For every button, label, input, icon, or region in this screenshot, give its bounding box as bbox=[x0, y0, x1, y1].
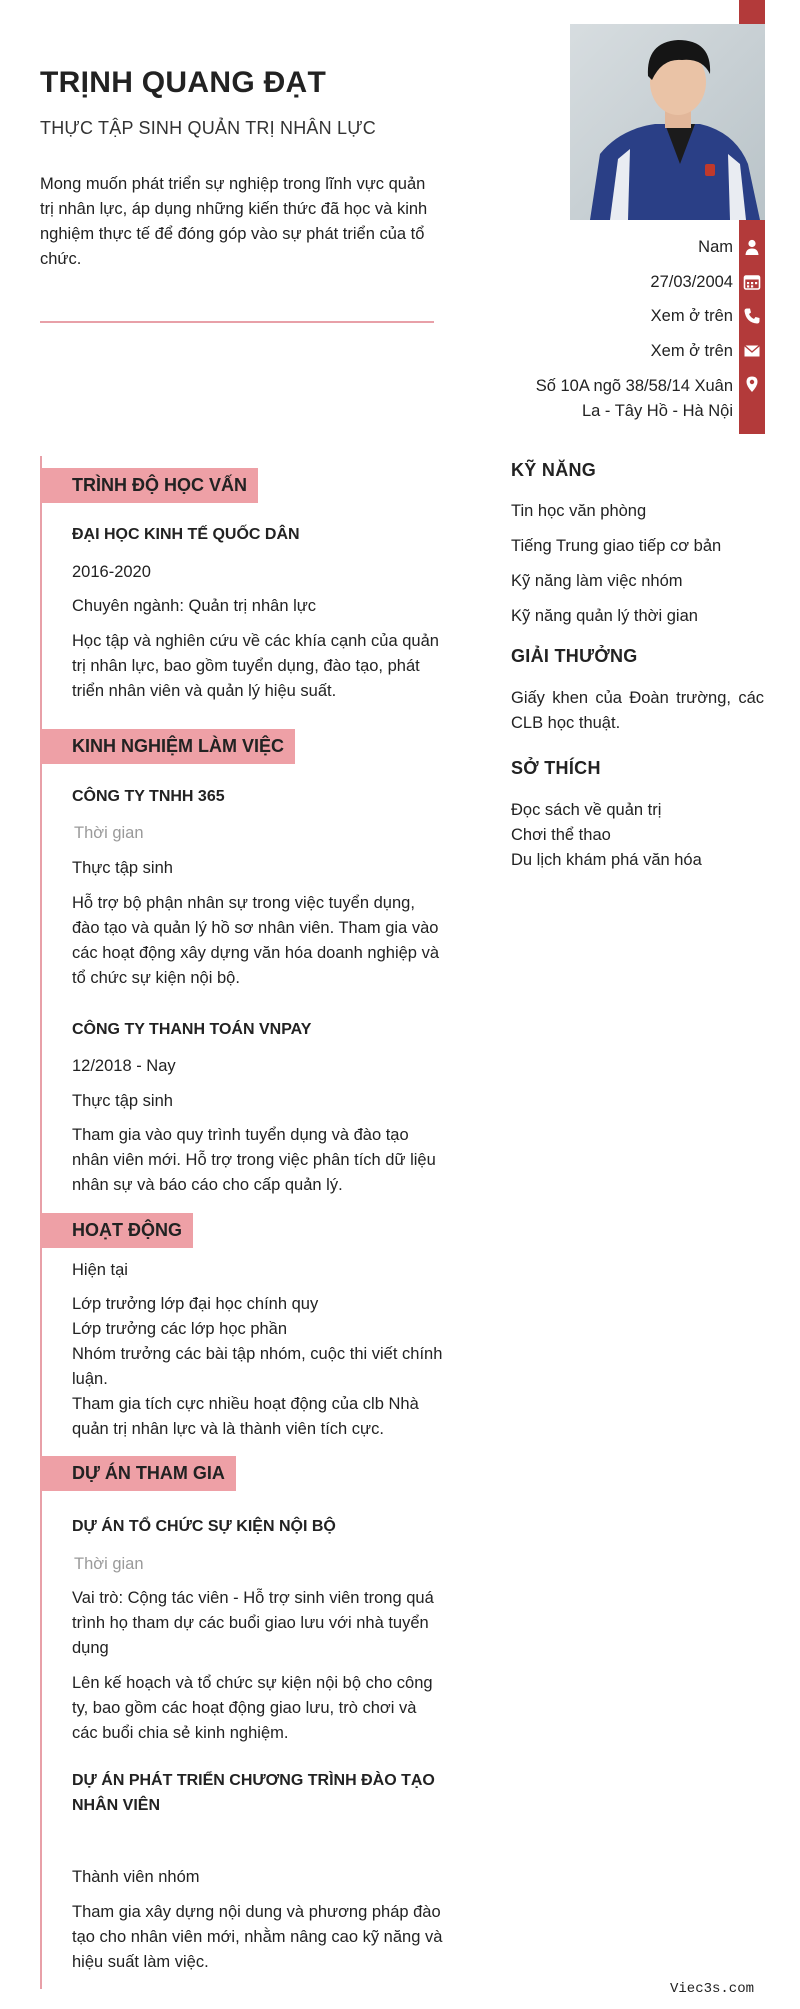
email-value: Xem ở trên bbox=[650, 342, 733, 360]
section-experience-heading: KINH NGHIỆM LÀM VIỆC bbox=[40, 729, 295, 764]
skill-item: Tin học văn phòng bbox=[511, 502, 647, 520]
education-major: Chuyên ngành: Quản trị nhân lực bbox=[72, 597, 317, 615]
hobby-item: Đọc sách về quản trị bbox=[511, 801, 662, 819]
activity-item: Lớp trưởng lớp đại học chính quy bbox=[72, 1295, 319, 1313]
section-activities-heading: HOẠT ĐỘNG bbox=[40, 1213, 193, 1248]
candidate-name: TRỊNH QUANG ĐẠT bbox=[40, 66, 327, 99]
job-company: CÔNG TY THANH TOÁN VNPAY bbox=[72, 1021, 312, 1038]
project-role: Vai trò: Cộng tác viên - Hỗ trợ sinh viên trong quá trình họ tham dự các buổi giao lưu với nhà tuyển dụng bbox=[72, 1589, 434, 1657]
education-description: Học tập và nghiên cứu về các khía cạnh của quản trị nhân lực, bao gồm tuyển dụng, đào tạo, phát triển nhân viên và quản lý hiệu suất. bbox=[72, 632, 439, 700]
section-awards-heading: GIẢI THƯỞNG bbox=[511, 646, 638, 666]
skill-item: Kỹ năng làm việc nhóm bbox=[511, 572, 683, 590]
phone-value: Xem ở trên bbox=[650, 307, 733, 325]
job-company: CÔNG TY TNHH 365 bbox=[72, 788, 225, 805]
calendar-icon bbox=[739, 270, 765, 294]
job-description: Hỗ trợ bộ phận nhân sự trong việc tuyển dụng, đào tạo và quản lý hồ sơ nhân viên. Tham gia vào các hoạt động xây dựng văn hóa doanh nghiệp và tổ chức sự kiện nội bộ. bbox=[72, 894, 439, 987]
school-name: ĐẠI HỌC KINH TẾ QUỐC DÂN bbox=[72, 526, 300, 543]
section-skills-heading: KỸ NĂNG bbox=[511, 460, 597, 480]
skill-item: Tiếng Trung giao tiếp cơ bản bbox=[511, 537, 722, 555]
date-of-birth: 27/03/2004 bbox=[650, 273, 733, 291]
section-hobbies-heading: SỞ THÍCH bbox=[511, 758, 601, 778]
project-role: Thành viên nhóm bbox=[72, 1868, 200, 1886]
job-description: Tham gia vào quy trình tuyển dụng và đào tạo nhân viên mới. Hỗ trợ trong việc phân tích dữ liệu nhân sự và báo cáo cho cấp quản lý. bbox=[72, 1126, 436, 1194]
section-education-heading: TRÌNH ĐỘ HỌC VẤN bbox=[40, 468, 258, 503]
gender: Nam bbox=[698, 238, 733, 256]
skill-item: Kỹ năng quản lý thời gian bbox=[511, 607, 698, 625]
project-description: Lên kế hoạch và tổ chức sự kiện nội bộ cho công ty, bao gồm các hoạt động giao lưu, trò chơi và các buổi chia sẻ kinh nghiệm. bbox=[72, 1674, 433, 1742]
job-role: Thực tập sinh bbox=[72, 1092, 173, 1110]
location-icon bbox=[739, 372, 765, 396]
address-line-1: Số 10A ngõ 38/58/14 Xuân bbox=[535, 377, 733, 395]
hobby-item: Chơi thể thao bbox=[511, 826, 611, 844]
header-divider bbox=[40, 321, 434, 323]
profile-photo bbox=[570, 24, 765, 220]
activity-item: Nhóm trưởng các bài tập nhóm, cuộc thi viết chính luận. bbox=[72, 1345, 443, 1388]
job-role: Thực tập sinh bbox=[72, 859, 173, 877]
job-title: THỰC TẬP SINH QUẢN TRỊ NHÂN LỰC bbox=[40, 118, 376, 138]
activity-item: Tham gia tích cực nhiều hoạt động của clb Nhà quản trị nhân lực và là thành viên tích cực. bbox=[72, 1395, 419, 1438]
project-name: DỰ ÁN PHÁT TRIỂN CHƯƠNG TRÌNH ĐÀO TẠO NHÂN VIÊN bbox=[72, 1772, 435, 1814]
hobby-item: Du lịch khám phá văn hóa bbox=[511, 851, 702, 869]
project-name: DỰ ÁN TỔ CHỨC SỰ KIỆN NỘI BỘ bbox=[72, 1518, 336, 1535]
activities-time: Hiện tại bbox=[72, 1261, 128, 1279]
section-projects-heading: DỰ ÁN THAM GIA bbox=[40, 1456, 236, 1491]
activity-item: Lớp trưởng các lớp học phần bbox=[72, 1320, 288, 1338]
education-period: 2016-2020 bbox=[72, 563, 151, 581]
award-text: Giấy khen của Đoàn trường, các CLB học thuật. bbox=[511, 689, 764, 732]
job-time: 12/2018 - Nay bbox=[72, 1057, 176, 1075]
job-time: Thời gian bbox=[74, 824, 144, 842]
email-icon bbox=[739, 339, 765, 363]
project-description: Tham gia xây dựng nội dung và phương pháp đào tạo cho nhân viên mới, nhằm nâng cao kỹ năng và hiệu suất làm việc. bbox=[72, 1903, 443, 1971]
address-line-2: La - Tây Hồ - Hà Nội bbox=[582, 402, 733, 420]
career-objective: Mong muốn phát triển sự nghiệp trong lĩnh vực quản trị nhân lực, áp dụng những kiến thức đã học và kinh nghiệm thực tế để đóng góp vào sự phát triển của tổ chức. bbox=[40, 175, 428, 268]
user-icon bbox=[739, 235, 765, 259]
phone-icon bbox=[739, 304, 765, 328]
watermark-text: Viec3s.com bbox=[670, 1981, 755, 1997]
project-time: Thời gian bbox=[74, 1555, 144, 1573]
